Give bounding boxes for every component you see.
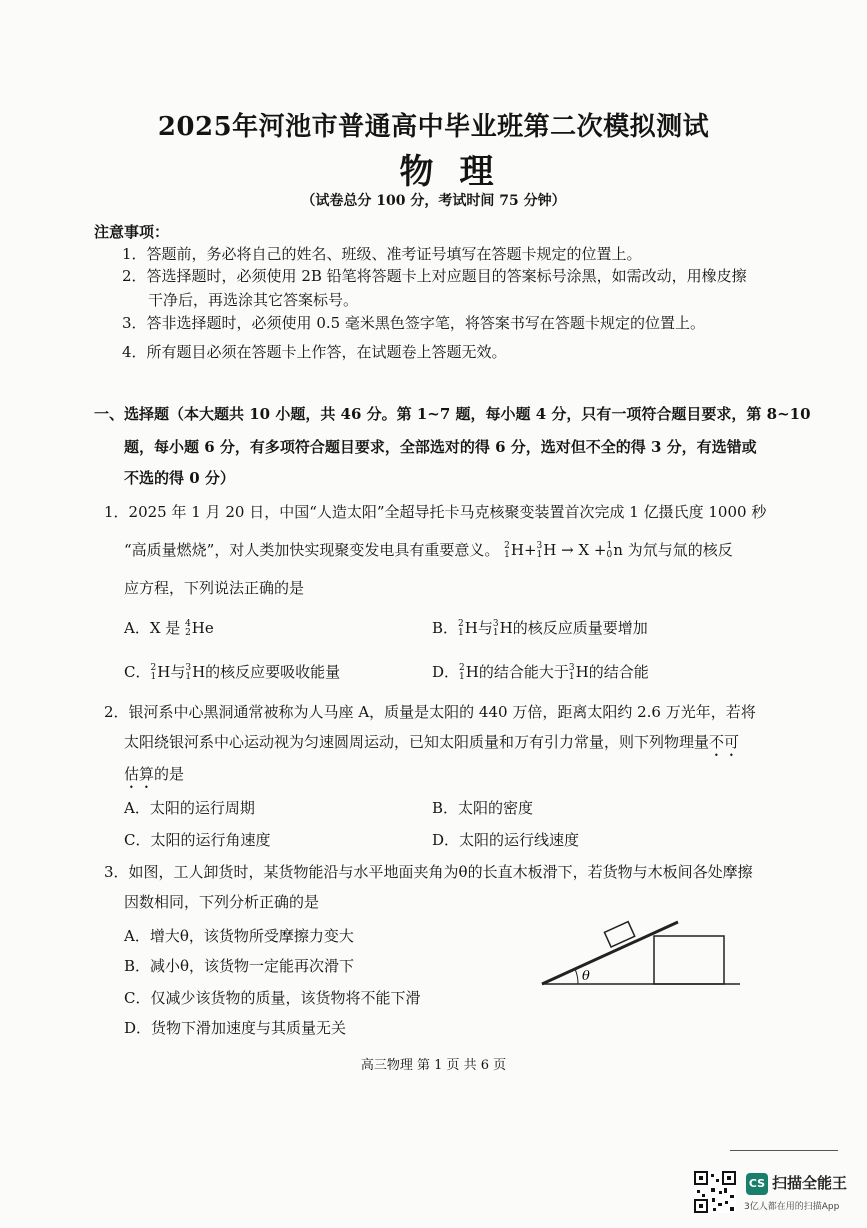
q3-option-b: B．减小θ，该货物一定能再次滑下 — [124, 957, 355, 975]
exam-title: 2025年河池市普通高中毕业班第二次模拟测试 — [157, 112, 710, 142]
q3-option-c: C．仅减少该货物的质量，该货物将不能下滑 — [124, 989, 421, 1007]
q2-option-a: A．太阳的运行周期 — [124, 799, 255, 817]
notice-item-3: 3．答非选择题时，必须使用 0.5 毫米黑色签字笔，将答案书写在答题卡规定的位置上。 — [122, 314, 705, 332]
q1-option-a: A．X 是 4 2 He — [124, 619, 214, 638]
section-heading-line1: 一、选择题（本大题共 10 小题，共 46 分。第 1~7 题，每小题 4 分，只有一项符合题目要求，第 8~10 — [94, 405, 811, 423]
angle-label: θ — [582, 969, 590, 984]
q2-line2: 太阳绕银河系中心运动视为匀速圆周运动，已知太阳质量和万有引力常量，则下列物理量不可 — [124, 733, 740, 751]
section-heading-line3: 不选的得 0 分） — [124, 469, 235, 487]
q1-option-d: D． 2 1 H的结合能大于 3 1 H的结合能 — [432, 663, 649, 682]
scanner-brand: 扫描全能王 — [772, 1174, 848, 1192]
notice-item-2-cont: 干净后，再选涂其它答案标号。 — [148, 291, 359, 309]
support-box — [654, 936, 724, 984]
angle-arc — [575, 969, 578, 984]
q3-line1: 3．如图，工人卸货时，某货物能沿与水平地面夹角为θ的长直木板滑下，若货物与木板间各处摩擦 — [104, 863, 753, 881]
section-heading-line2: 题，每小题 6 分，有多项符合题目要求，全部选对的得 6 分，选对但不全的得 3 分，有选错或 — [124, 438, 757, 456]
q1-line2 — [124, 540, 733, 560]
fusion-equation: 2 1 H+ 3 1 H → X + 1 0 n — [504, 541, 623, 560]
q1-option-c: C． 2 1 H与 3 1 H的核反应要吸收能量 — [124, 663, 341, 682]
page-footer: 高三物理 第 1 页 共 6 页 — [360, 1058, 507, 1073]
iso-neutron: 1 0 — [606, 541, 613, 560]
q1-line2-text: “高质量燃烧”，对人类加快实现聚变发电具有重要意义。 — [124, 541, 500, 559]
scanner-tagline: 3亿人都在用的扫描App — [744, 1202, 840, 1212]
notice-item-1: 1．答题前，务必将自己的姓名、班级、准考证号填写在答题卡规定的位置上。 — [122, 245, 642, 263]
watermark-divider — [730, 1150, 838, 1151]
q2-line1: 2．银河系中心黑洞通常被称为人马座 A，质量是太阳的 440 万倍，距离太阳约 2.6 万光年，若将 — [104, 703, 756, 721]
q3-line2: 因数相同，下列分析正确的是 — [124, 893, 320, 911]
q2-option-b: B．太阳的密度 — [432, 799, 534, 817]
q1-line3: 应方程，下列说法正确的是 — [124, 579, 305, 597]
q2-line3: 估算的是 — [124, 765, 185, 783]
incline-figure — [500, 918, 750, 998]
notice-item-4: 4．所有题目必须在答题卡上作答，在试题卷上答题无效。 — [122, 343, 507, 361]
q1-line2-tail: 为氘与氚的核反 — [627, 541, 733, 559]
iso-tritium-left: 3 1 — [536, 541, 543, 560]
iso-deuterium-left: 2 1 — [504, 541, 510, 560]
subject-title: 物理 — [399, 152, 520, 192]
camscanner-logo: CS — [746, 1173, 768, 1195]
notice-heading: 注意事项： — [94, 223, 170, 241]
q1-line1: 1．2025 年 1 月 20 日，中国“人造太阳”全超导托卡马克核聚变装置首次完成 1 亿摄氏度 1000 秒 — [104, 503, 767, 521]
q2-option-d: D．太阳的运行线速度 — [432, 831, 580, 849]
exam-info: （试卷总分 100 分，考试时间 75 分钟） — [301, 193, 566, 209]
q3-option-a: A．增大θ，该货物所受摩擦力变大 — [124, 927, 354, 945]
q1-option-b: B． 2 1 H与 3 1 H的核反应质量要增加 — [432, 619, 648, 638]
qr-code-icon — [694, 1171, 736, 1213]
q2-option-c: C．太阳的运行角速度 — [124, 831, 271, 849]
notice-item-2: 2．答选择题时，必须使用 2B 铅笔将答题卡上对应题目的答案标号涂黑，如需改动，用橡皮擦 — [122, 267, 747, 285]
q3-option-d: D．货物下滑加速度与其质量无关 — [124, 1019, 347, 1037]
